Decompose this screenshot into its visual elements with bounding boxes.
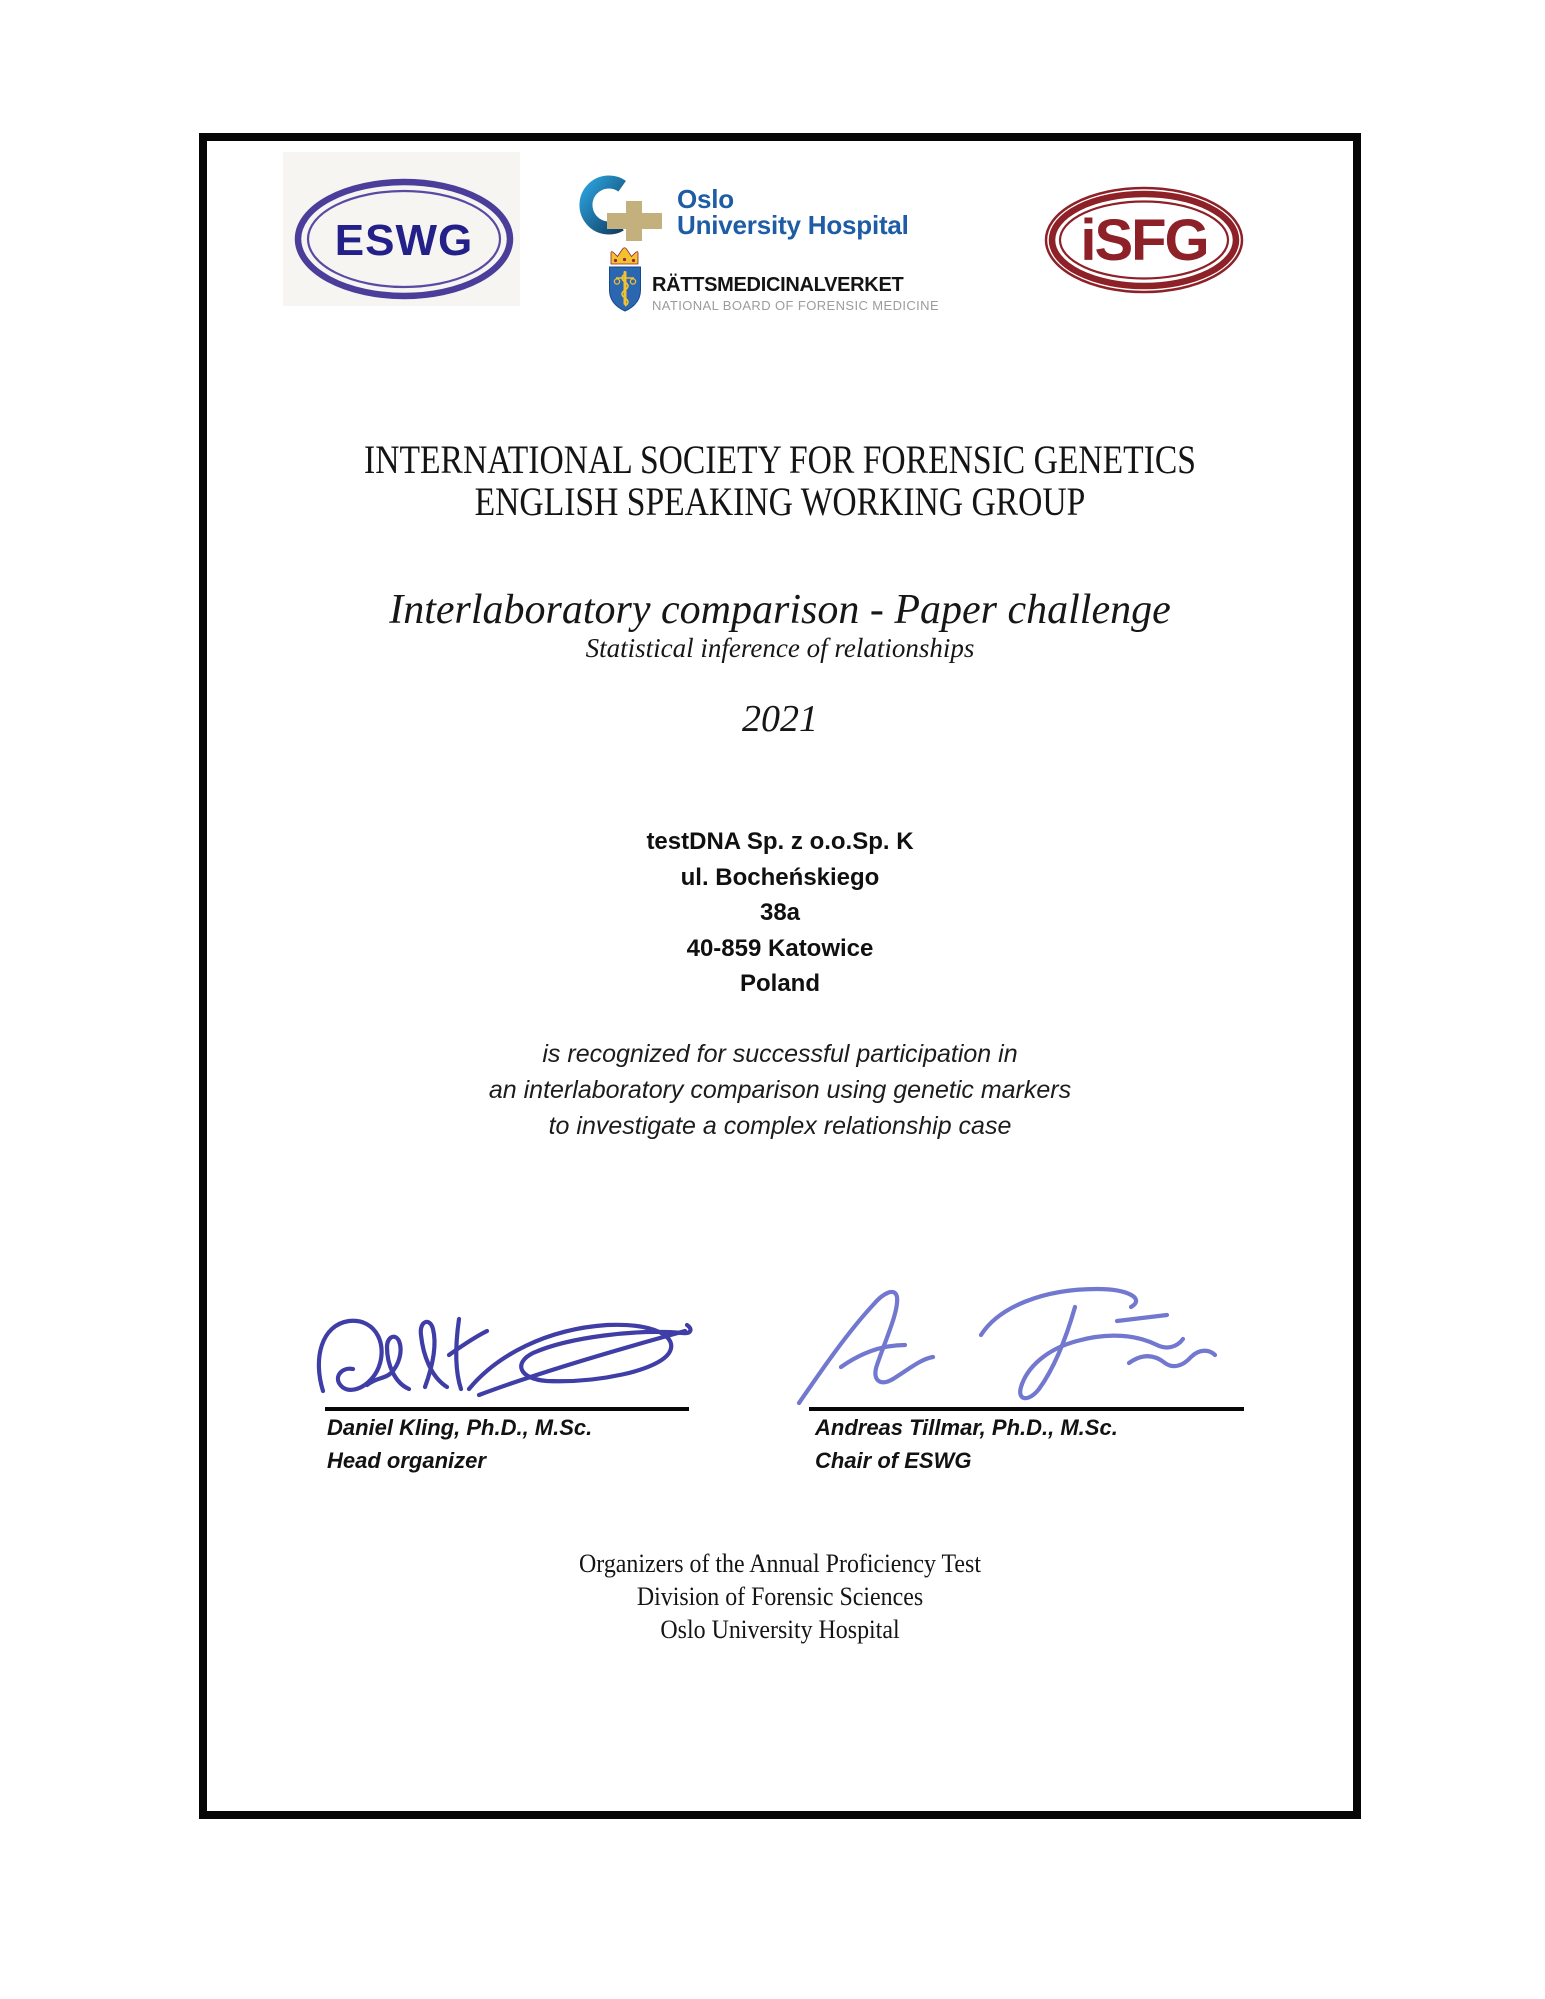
- signature-daniel-kling: [307, 1303, 697, 1413]
- challenge-title: Interlaboratory comparison - Paper challenge: [389, 587, 1171, 633]
- rattsmedicinalverket-text: [652, 274, 939, 313]
- recognition-statement: [207, 1036, 1353, 1144]
- challenge-heading: [207, 587, 1353, 666]
- footer-line3: Oslo University Hospital: [660, 1615, 900, 1644]
- recipient-name: testDNA Sp. z o.o.Sp. K: [646, 828, 914, 855]
- oslo-text-line1: Oslo: [677, 184, 734, 214]
- signer-left-name: Daniel Kling, Ph.D., M.Sc.: [327, 1415, 593, 1440]
- crown-jewel: [623, 258, 626, 261]
- signature-andreas-tillmar: [785, 1271, 1265, 1411]
- signer-right-role: Chair of ESWG: [815, 1448, 972, 1473]
- oslo-university-hospital-logo: [579, 172, 909, 242]
- signature-line-right: [809, 1407, 1244, 1411]
- footer-line2: Division of Forensic Sciences: [636, 1582, 924, 1611]
- eswg-logo-text: ESWG: [334, 216, 474, 265]
- isfg-logo-text: iSFG: [1080, 208, 1208, 273]
- recognition-line2: an interlaboratory comparison using genetic markers: [488, 1076, 1072, 1104]
- isfg-logo: [1043, 185, 1245, 295]
- organization-title: [299, 439, 1262, 522]
- recipient-block: [207, 824, 1353, 1002]
- oslo-text-line2: University Hospital: [677, 210, 909, 240]
- challenge-year: 2021: [742, 698, 818, 740]
- rattsmedicinalverket-title: RÄTTSMEDICINALVERKET: [652, 274, 904, 296]
- rattsmedicinalverket-subtitle: NATIONAL BOARD OF FORENSIC MEDICINE: [652, 298, 940, 313]
- recipient-street: ul. Bocheńskiego: [680, 863, 880, 891]
- oslo-hospital-text: [677, 186, 909, 238]
- footer-line1: Organizers of the Annual Proficiency Test: [579, 1549, 981, 1578]
- recognition-line1: is recognized for successful participation in: [542, 1040, 1018, 1068]
- recipient-number: 38a: [759, 899, 801, 926]
- oslo-hospital-icon: [579, 172, 663, 242]
- recognition-line3: to investigate a complex relationship case: [548, 1112, 1012, 1140]
- crest-staff: [624, 271, 627, 305]
- organization-title-line2: ENGLISH SPEAKING WORKING GROUP: [474, 478, 1086, 524]
- certificate-border-frame: [199, 133, 1361, 1819]
- signer-right-name: Andreas Tillmar, Ph.D., M.Sc.: [815, 1415, 1118, 1440]
- organizer-footer: [253, 1547, 1307, 1646]
- crown-jewel: [614, 259, 617, 262]
- organization-title-line1: INTERNATIONAL SOCIETY FOR FORENSIC GENETICS: [364, 437, 1196, 482]
- signer-left-role: Head organizer: [327, 1448, 486, 1473]
- recipient-city: 40-859 Katowice: [686, 934, 874, 962]
- oslo-cross-vertical: [626, 201, 642, 241]
- eswg-logo: [293, 177, 515, 301]
- signature-line-left: [325, 1407, 689, 1411]
- rattsmedicinalverket-crest-icon: [606, 247, 644, 313]
- challenge-subtitle: Statistical inference of relationships: [585, 633, 975, 663]
- recipient-country: Poland: [739, 970, 820, 997]
- crown-jewel: [632, 259, 635, 262]
